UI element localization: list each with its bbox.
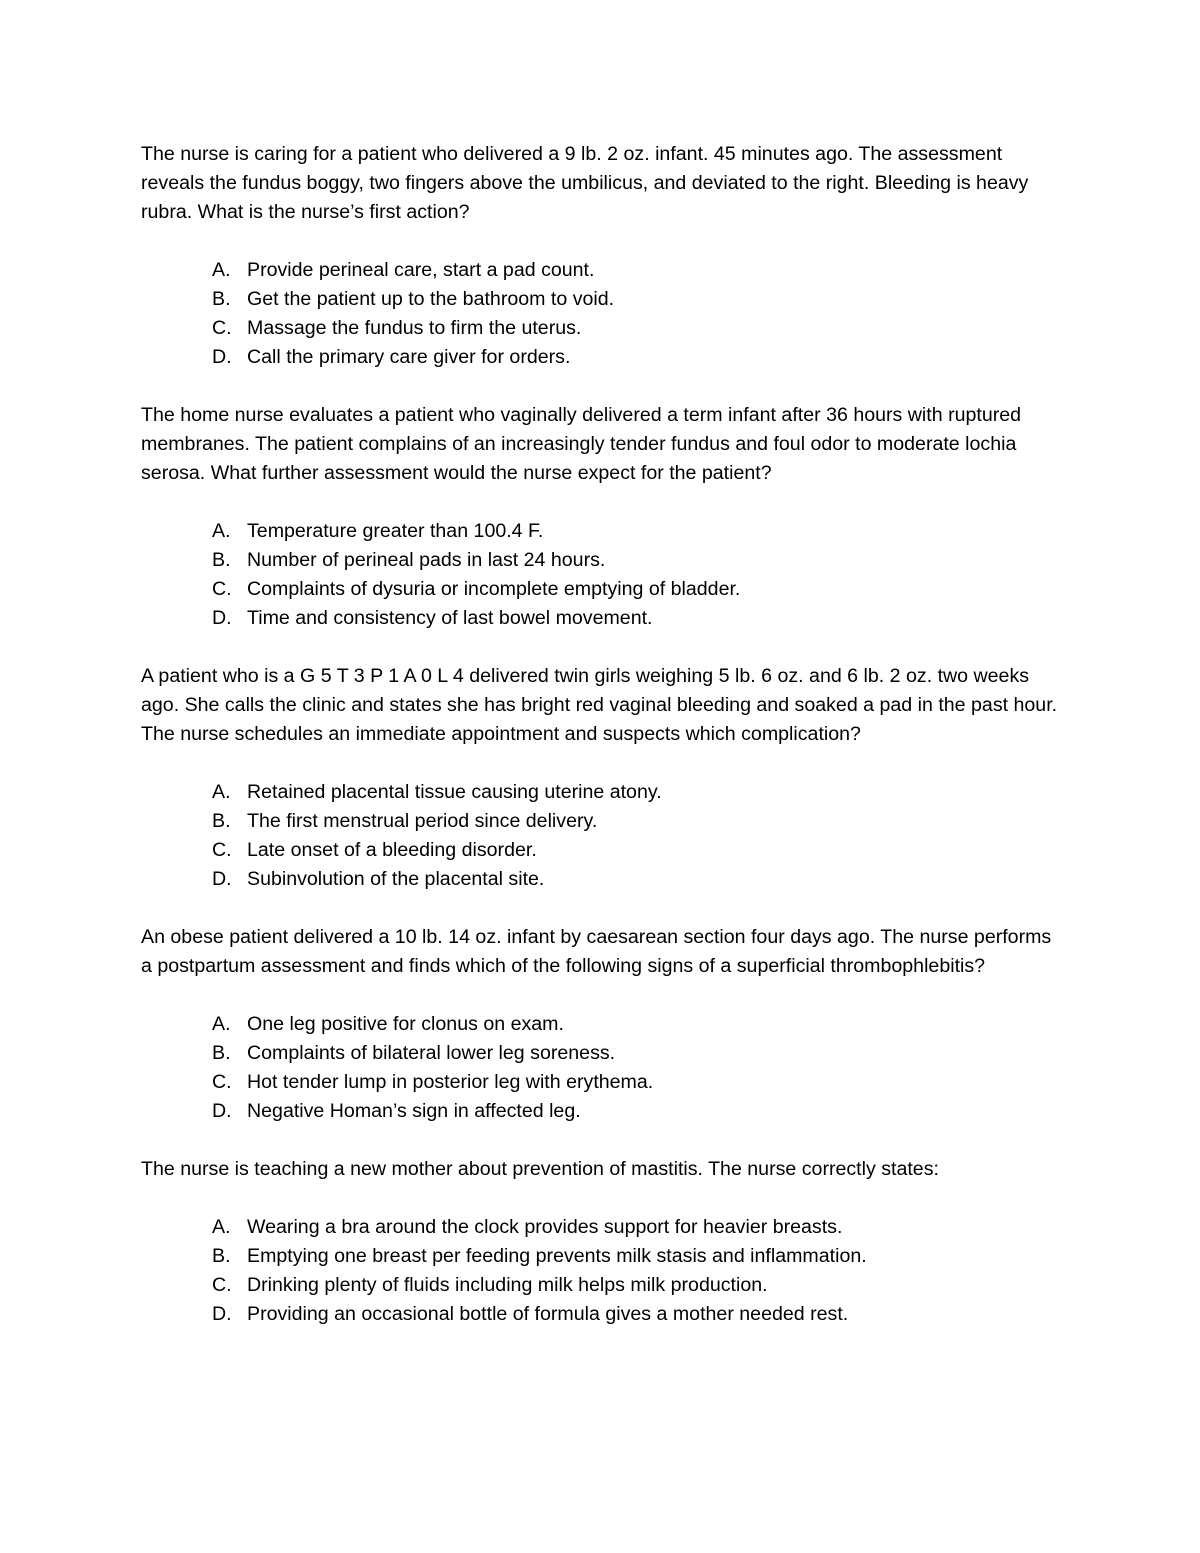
answer-option — [141, 575, 1066, 604]
answer-option — [141, 807, 1066, 836]
option-text: Complaints of bilateral lower leg soreness. — [247, 1042, 616, 1064]
answer-options — [141, 517, 1066, 633]
answer-option — [141, 1097, 1066, 1126]
option-text: Drinking plenty of fluids including milk helps milk production. — [247, 1274, 768, 1296]
option-letter: A. — [212, 1216, 231, 1238]
answer-option — [141, 1068, 1066, 1097]
option-text: Provide perineal care, start a pad count. — [247, 259, 595, 281]
question-stem: The nurse is caring for a patient who delivered a 9 lb. 2 oz. infant. 45 minutes ago. The assessment reveals the fundus boggy, two fingers above the umbilicus, and deviated to the right. Bleeding is heavy rubra. What is the nurse’s first action? — [141, 143, 1029, 223]
answer-option — [141, 517, 1066, 546]
answer-option — [141, 836, 1066, 865]
question-4 — [141, 923, 1066, 1126]
question-3 — [141, 662, 1066, 894]
option-text: One leg positive for clonus on exam. — [247, 1013, 564, 1035]
option-letter: D. — [212, 346, 232, 368]
option-letter: C. — [212, 317, 232, 339]
answer-options — [141, 1010, 1066, 1126]
option-text: Emptying one breast per feeding prevents milk stasis and inflammation. — [247, 1245, 867, 1267]
option-letter: C. — [212, 1274, 232, 1296]
answer-option — [141, 285, 1066, 314]
option-letter: B. — [212, 1042, 231, 1064]
option-text: Number of perineal pads in last 24 hours. — [247, 549, 606, 571]
option-text: Retained placental tissue causing uterine atony. — [247, 781, 662, 803]
option-text: Hot tender lump in posterior leg with erythema. — [247, 1071, 654, 1093]
answer-option — [141, 256, 1066, 285]
answer-options — [141, 778, 1066, 894]
option-letter: A. — [212, 520, 231, 542]
option-letter: B. — [212, 810, 231, 832]
answer-option — [141, 1271, 1066, 1300]
option-text: Subinvolution of the placental site. — [247, 868, 545, 890]
question-stem: The nurse is teaching a new mother about prevention of mastitis. The nurse correctly states: — [141, 1158, 939, 1180]
question-5 — [141, 1155, 1066, 1329]
answer-options — [141, 1213, 1066, 1329]
option-text: Negative Homan’s sign in affected leg. — [247, 1100, 581, 1122]
answer-option — [141, 604, 1066, 633]
question-stem: A patient who is a G 5 T 3 P 1 A 0 L 4 delivered twin girls weighing 5 lb. 6 oz. and 6 lb. 2 oz. two weeks ago. She calls the clinic and states she has bright red vaginal bleeding and soaked a pad in the past hour. The nurse schedules an immediate appointment and suspects which complication? — [141, 665, 1058, 745]
question-2 — [141, 401, 1066, 633]
question-stem: The home nurse evaluates a patient who vaginally delivered a term infant after 36 hours with ruptured membranes. The patient complains of an increasingly tender fundus and foul odor to moderate lochia serosa. What further assessment would the nurse expect for the patient? — [141, 404, 1022, 484]
answer-option — [141, 1213, 1066, 1242]
option-letter: C. — [212, 839, 232, 861]
option-text: Temperature greater than 100.4 F. — [247, 520, 544, 542]
question-1 — [141, 140, 1066, 372]
option-letter: D. — [212, 607, 232, 629]
answer-option — [141, 343, 1066, 372]
option-letter: B. — [212, 1245, 231, 1267]
answer-option — [141, 778, 1066, 807]
answer-option — [141, 1010, 1066, 1039]
answer-option — [141, 314, 1066, 343]
option-text: Call the primary care giver for orders. — [247, 346, 571, 368]
option-text: Complaints of dysuria or incomplete emptying of bladder. — [247, 578, 741, 600]
answer-option — [141, 1300, 1066, 1329]
option-letter: D. — [212, 1100, 232, 1122]
option-letter: A. — [212, 1013, 231, 1035]
option-letter: C. — [212, 578, 232, 600]
option-text: Get the patient up to the bathroom to void. — [247, 288, 615, 310]
answer-option — [141, 546, 1066, 575]
option-letter: D. — [212, 1303, 232, 1325]
option-letter: A. — [212, 781, 231, 803]
question-stem: An obese patient delivered a 10 lb. 14 oz. infant by caesarean section four days ago. The nurse performs a postpartum assessment and finds which of the following signs of a superficial thrombophlebitis? — [141, 926, 1052, 977]
option-text: The first menstrual period since delivery. — [247, 810, 598, 832]
option-text: Providing an occasional bottle of formula gives a mother needed rest. — [247, 1303, 849, 1325]
option-text: Wearing a bra around the clock provides support for heavier breasts. — [247, 1216, 843, 1238]
option-letter: B. — [212, 288, 231, 310]
option-text: Time and consistency of last bowel movement. — [247, 607, 653, 629]
option-letter: D. — [212, 868, 232, 890]
answer-options — [141, 256, 1066, 372]
option-text: Late onset of a bleeding disorder. — [247, 839, 537, 861]
option-letter: A. — [212, 259, 231, 281]
answer-option — [141, 1039, 1066, 1068]
option-text: Massage the fundus to firm the uterus. — [247, 317, 582, 339]
answer-option — [141, 1242, 1066, 1271]
answer-option — [141, 865, 1066, 894]
option-letter: B. — [212, 549, 231, 571]
option-letter: C. — [212, 1071, 232, 1093]
document-page — [141, 140, 1066, 1358]
